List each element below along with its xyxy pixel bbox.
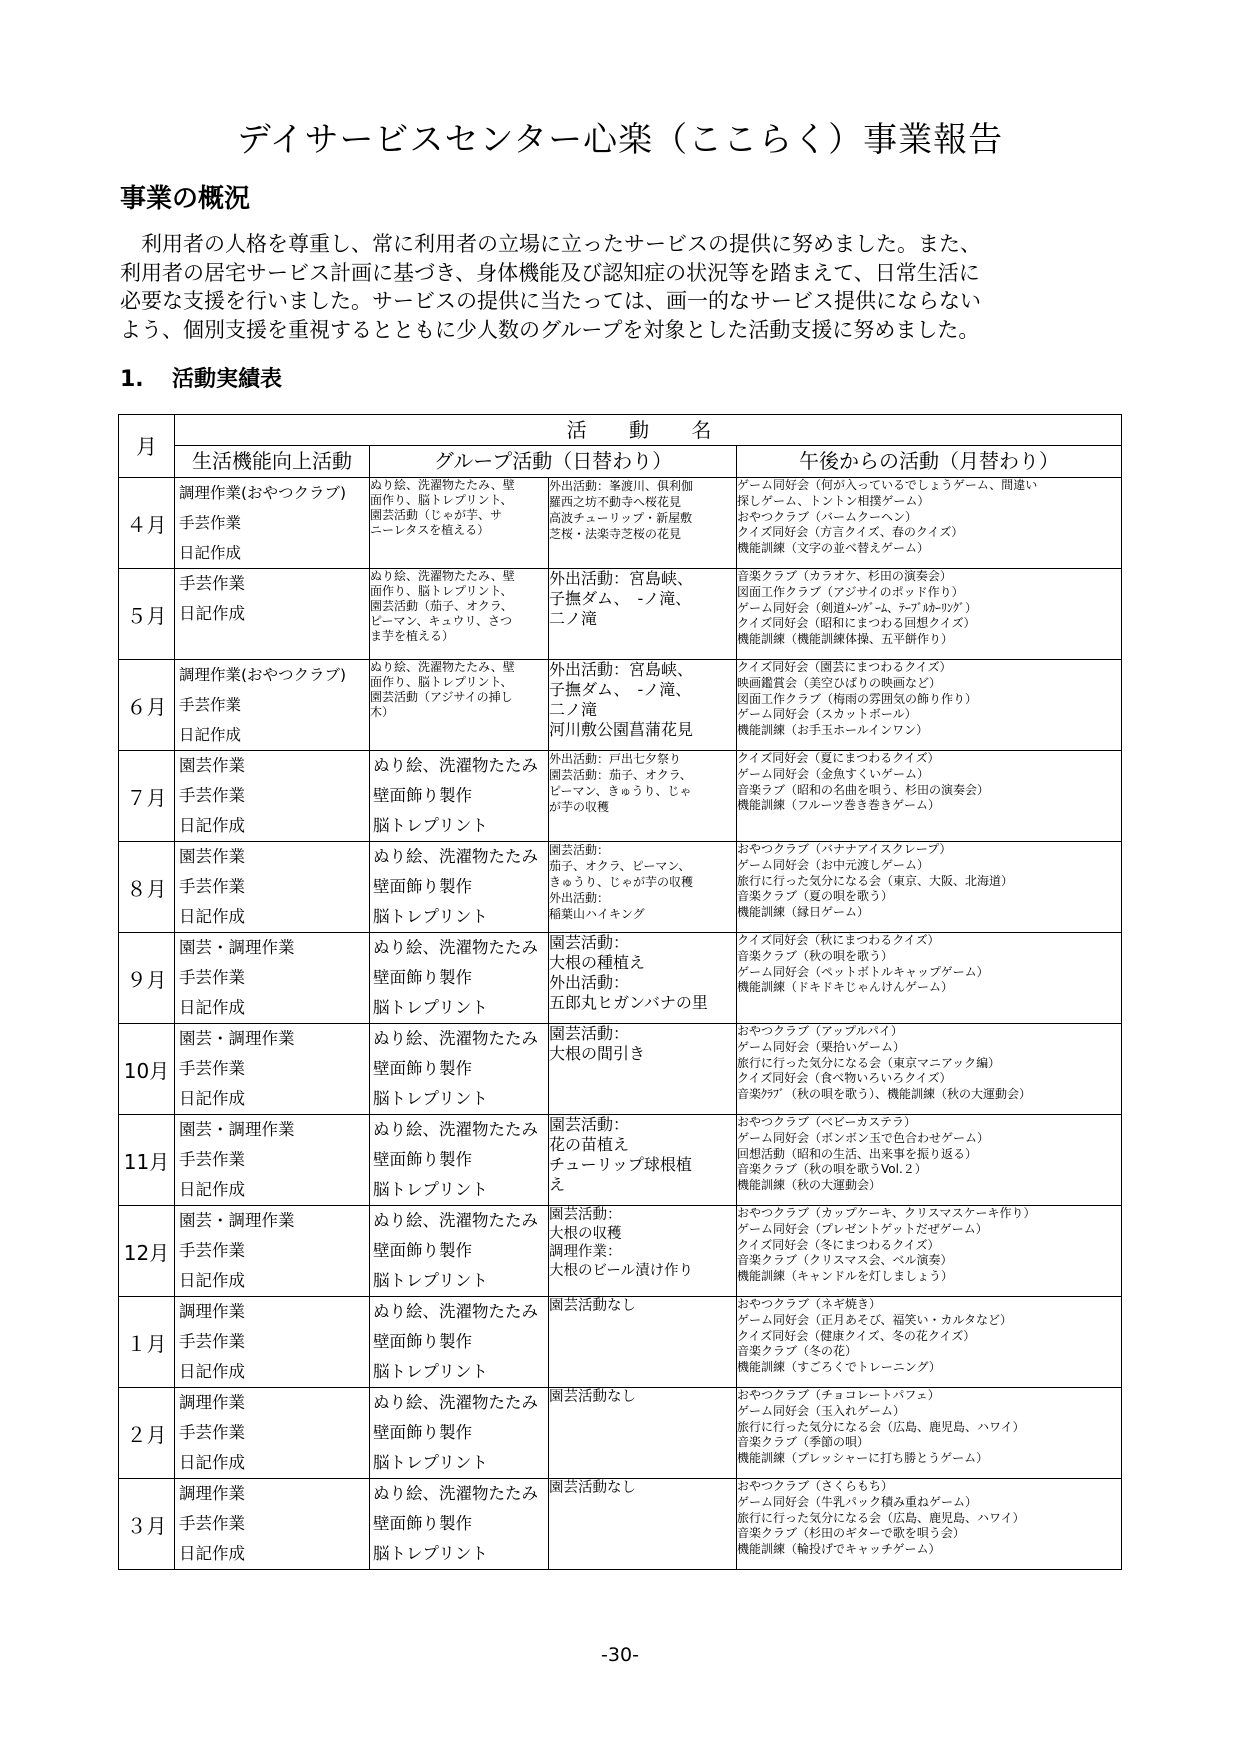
afternoon-activity-item: 旅行に行った気分になる会（広島、鹿児島、ハワイ） — [737, 1419, 1025, 1434]
group-activity-item: 壁面飾り製作 — [373, 1514, 472, 1533]
afternoon-activity-item: 機能訓練（プレッシャーに打ち勝とうゲーム） — [737, 1451, 989, 1466]
outing-activity-item: 子撫ダム、 -ノ滝、 — [549, 680, 692, 699]
outing-activity-item: 五郎丸ヒガンバナの里 — [549, 993, 708, 1012]
group-activity-item: 園芸活動（アジサイの挿し — [370, 690, 513, 704]
outing-activity-item: 外出活動： — [549, 891, 610, 905]
outing-activity-item: 稲葉山ハイキング — [549, 907, 645, 921]
group-activity-item: 面作り、脳トレプリント、 — [370, 584, 513, 598]
month-cell: ３月 — [119, 1479, 175, 1570]
life-activity-item: 調理作業 — [179, 1484, 245, 1503]
afternoon-activity-item: おやつクラブ（ネギ焼き） — [737, 1297, 882, 1311]
group-activity-item: ぬり絵、洗濯物たたみ — [373, 1029, 538, 1048]
month-cell: ４月 — [119, 478, 175, 569]
life-activity-item: 手芸作業 — [179, 968, 245, 987]
afternoon-activity-item: クイズ同好会（方言クイズ、春のクイズ） — [737, 525, 964, 540]
afternoon-activity-item: 音楽ラブ（昭和の名曲を唄う、杉田の演奏会） — [737, 782, 990, 797]
table-row — [119, 1297, 1122, 1388]
life-activity-item: 園芸・調理作業 — [179, 1029, 295, 1048]
afternoon-activity-item: 音楽クラブ（冬の花） — [737, 1344, 858, 1359]
table-row — [119, 660, 1122, 751]
group-activity-item: 脳トレプリント — [373, 907, 488, 926]
afternoon-activity-item: 機能訓練（秋の大運動会） — [737, 1178, 882, 1193]
header-life: 生活機能向上活動 — [175, 446, 370, 478]
outing-activity-item: ピーマン、きゅうり、じゃ — [549, 784, 692, 798]
activity-table — [118, 414, 1122, 1570]
life-activity-item: 園芸・調理作業 — [179, 1120, 295, 1139]
outing-activity-item: 園芸活動： — [549, 933, 630, 952]
afternoon-activity-item: クイズ同好会（昭和にまつわる回想クイズ） — [737, 616, 976, 631]
outing-activity-item: 子撫ダム、 -ノ滝、 — [549, 589, 692, 608]
afternoon-activity-item: 旅行に行った気分になる会（広島、鹿児島、ハワイ） — [737, 1510, 1025, 1525]
life-activity-item: 日記作成 — [179, 1453, 245, 1472]
afternoon-activity-item: 機能訓練（縁日ゲーム） — [737, 905, 870, 920]
life-activity-item: 園芸・調理作業 — [179, 1211, 295, 1230]
month-cell: ９月 — [119, 933, 175, 1024]
life-activity-cell — [175, 1115, 370, 1206]
outing-activity-item: 高波チューリップ・新屋敷 — [549, 511, 693, 525]
outing-activity-item: 羅西之坊不動寺へ桜花見 — [549, 495, 682, 509]
afternoon-activity-item: 図面工作クラブ（梅雨の雰囲気の飾り作り） — [737, 691, 978, 706]
afternoon-activity-item: ゲーム同好会（ペットボトルキャップゲーム） — [737, 964, 989, 979]
life-activity-cell — [175, 842, 370, 933]
afternoon-activity-cell — [737, 1024, 1122, 1115]
outing-activity-item: 芝桜・法楽寺芝桜の花見 — [549, 527, 682, 541]
afternoon-activity-item: 機能訓練（輪投げでキャッチゲーム） — [737, 1542, 941, 1557]
intro-line: 必要な支援を行いました。サービスの提供に当たっては、画一的なサービス提供にならない — [120, 289, 981, 313]
group-activity-item: ぬり絵、洗濯物たたみ — [373, 847, 538, 866]
afternoon-activity-item: ゲーム同好会（ボンボン玉で色合わせゲーム） — [737, 1130, 990, 1145]
group-activity-item: 面作り、脳トレプリント、 — [370, 675, 513, 689]
group-activity-cell — [370, 1388, 549, 1479]
life-activity-item: 調理作業(おやつクラブ) — [179, 666, 347, 684]
month-cell: ８月 — [119, 842, 175, 933]
outing-activity-item: きゅうり、じゃが芋の収穫 — [549, 875, 694, 889]
life-activity-item: 手芸作業 — [179, 877, 245, 896]
afternoon-activity-item: 旅行に行った気分になる会（東京マニアック編） — [737, 1055, 1001, 1070]
life-activity-item: 日記作成 — [179, 1180, 245, 1199]
afternoon-activity-item: 機能訓練（機能訓練体操、五平餅作り） — [737, 632, 954, 647]
group-activity-item: ぬり絵、洗濯物たたみ — [373, 1302, 538, 1321]
outing-activity-item: 園芸活動： — [549, 843, 610, 857]
group-activity-item: ぬり絵、洗濯物たたみ — [373, 938, 538, 957]
intro-line: 利用者の居宅サービス計画に基づき、身体機能及び認知症の状況等を踏まえて、日常生活に — [120, 260, 980, 285]
group-activity-cell — [370, 478, 549, 569]
afternoon-activity-item: クイズ同好会（園芸にまつわるクイズ） — [737, 660, 952, 674]
month-cell: 12月 — [119, 1206, 175, 1297]
intro-line: よう、個別支援を重視するとともに少人数のグループを対象とした活動支援に努めました。 — [120, 317, 980, 342]
group-activity-cell — [370, 1115, 549, 1206]
document-title: デイサービスセンター心楽（ここらく）事業報告 — [236, 120, 1004, 160]
afternoon-activity-item: ゲーム同好会（栗拾いゲーム） — [737, 1039, 906, 1054]
month-cell: ７月 — [119, 751, 175, 842]
outing-activity-item: 外出活動：峯渡川、俱利伽 — [549, 479, 694, 493]
afternoon-activity-item: ゲーム同好会（玉入れゲーム） — [737, 1403, 906, 1418]
afternoon-activity-item: クイズ同好会（健康クイズ、冬の花クイズ） — [737, 1328, 976, 1343]
afternoon-activity-item: 旅行に行った気分になる会（東京、大阪、北海道） — [737, 873, 1014, 888]
month-cell: １月 — [119, 1297, 175, 1388]
life-activity-cell — [175, 1388, 370, 1479]
header-month: 月 — [119, 415, 175, 478]
afternoon-activity-item: 回想活動（昭和の生活、出来事を振り返る） — [737, 1146, 978, 1161]
group-activity-cell — [370, 751, 549, 842]
afternoon-activity-item: ゲーム同好会（プレゼントゲットだぜゲーム） — [737, 1221, 988, 1236]
outing-activity-item: 外出活動：宮島峡、 — [549, 569, 694, 588]
outing-activity-item: 大根のビール漬け作り — [549, 1262, 694, 1279]
group-activity-item: ぬり絵、洗濯物たたみ — [373, 1120, 538, 1139]
afternoon-activity-item: おやつクラブ（ベビーカステラ） — [737, 1115, 917, 1129]
group-activity-item: 園芸活動（茄子、オクラ、 — [370, 599, 513, 613]
afternoon-activity-item: 機能訓練（キャンドルを灯しましょう） — [737, 1269, 954, 1284]
outing-activity-item: 園芸活動： — [549, 1115, 630, 1134]
afternoon-activity-item: クイズ同好会（夏にまつわるクイズ） — [737, 751, 940, 765]
life-activity-item: 日記作成 — [179, 1544, 245, 1563]
life-activity-cell — [175, 478, 370, 569]
outing-activity-item: 外出活動：戸出七夕祭り — [549, 752, 682, 766]
outing-activity-item: 園芸活動なし — [549, 1480, 636, 1496]
heading-text: 活動実績表 — [172, 367, 283, 392]
group-activity-item: 脳トレプリント — [373, 1271, 488, 1290]
group-activity-item: 面作り、脳トレプリント、 — [370, 493, 513, 507]
life-activity-cell — [175, 1479, 370, 1570]
outing-activity-cell — [549, 1297, 737, 1388]
life-activity-item: 日記作成 — [179, 907, 245, 926]
afternoon-activity-cell — [737, 842, 1122, 933]
life-activity-item: 手芸作業 — [179, 1332, 245, 1351]
life-activity-item: 日記作成 — [179, 816, 245, 835]
group-activity-item: 脳トレプリント — [373, 1362, 488, 1381]
afternoon-activity-item: 機能訓練（すごろくでトレーニング） — [737, 1360, 941, 1375]
life-activity-cell — [175, 660, 370, 751]
outing-activity-item: 園芸活動なし — [549, 1298, 636, 1314]
outing-activity-item: え — [549, 1175, 566, 1194]
outing-activity-item: 外出活動：宮島峡、 — [549, 660, 694, 679]
group-activity-item: 壁面飾り製作 — [373, 877, 472, 896]
outing-activity-item: チューリップ球根植 — [549, 1155, 692, 1174]
table-row — [119, 569, 1122, 660]
outing-activity-cell — [549, 1479, 737, 1570]
life-activity-item: 園芸作業 — [179, 756, 245, 775]
group-activity-item: 脳トレプリント — [373, 816, 488, 835]
life-activity-item: 調理作業 — [179, 1302, 245, 1321]
afternoon-activity-item: ゲーム同好会（スカットボール） — [737, 707, 917, 722]
section-heading: 事業の概況 — [120, 184, 251, 214]
life-activity-item: 手芸作業 — [179, 514, 242, 532]
outing-activity-cell — [549, 569, 737, 660]
afternoon-activity-item: 音楽ｸﾗﾌﾞ（秋の唄を歌う）、機能訓練（秋の大運動会） — [737, 1087, 1032, 1102]
afternoon-activity-item: 機能訓練（フルーツ巻き巻きゲーム） — [737, 798, 941, 813]
month-cell: ２月 — [119, 1388, 175, 1479]
group-activity-item: 壁面飾り製作 — [373, 1423, 472, 1442]
life-activity-item: 手芸作業 — [179, 574, 245, 593]
life-activity-cell — [175, 569, 370, 660]
afternoon-activity-item: おやつクラブ（さくらもち） — [737, 1479, 894, 1493]
afternoon-activity-item: クイズ同好会（食べ物いろいろクイズ） — [737, 1071, 952, 1086]
month-cell: 10月 — [119, 1024, 175, 1115]
life-activity-cell — [175, 751, 370, 842]
month-cell: ６月 — [119, 660, 175, 751]
group-activity-item: 壁面飾り製作 — [373, 1150, 472, 1169]
afternoon-activity-cell — [737, 478, 1122, 569]
header-group: グループ活動（日替わり） — [370, 446, 737, 478]
group-activity-cell — [370, 842, 549, 933]
afternoon-activity-item: おやつクラブ（カップケーキ、クリスマスケーキ作り） — [737, 1206, 1036, 1220]
outing-activity-item: 河川敷公園菖蒲花見 — [549, 720, 694, 739]
afternoon-activity-item: ゲーム同好会（剣道ﾒｰﾝｹﾞｰﾑ、ﾃｰﾌﾞﾙｶｰﾘﾝｸﾞ） — [737, 600, 978, 615]
outing-activity-cell — [549, 478, 737, 569]
group-activity-item: 脳トレプリント — [373, 998, 488, 1017]
outing-activity-item: 外出活動： — [549, 973, 630, 992]
outing-activity-cell — [549, 842, 737, 933]
month-cell: ５月 — [119, 569, 175, 660]
outing-activity-item: 大根の収穫 — [549, 1225, 622, 1242]
afternoon-activity-item: ゲーム同好会（お中元渡しゲーム） — [737, 857, 930, 872]
table-row — [119, 1206, 1122, 1297]
intro-paragraph — [120, 230, 1120, 344]
group-activity-cell — [370, 660, 549, 751]
life-activity-item: 調理作業(おやつクラブ) — [179, 484, 347, 502]
afternoon-activity-item: 音楽クラブ（夏の唄を歌う） — [737, 889, 894, 904]
group-activity-cell — [370, 569, 549, 660]
group-activity-item: 壁面飾り製作 — [373, 968, 472, 987]
afternoon-activity-item: ゲーム同好会（正月あそび、福笑い・カルタなど） — [737, 1312, 1013, 1327]
group-activity-item: ま芋を植える） — [370, 629, 455, 643]
outing-activity-cell — [549, 751, 737, 842]
outing-activity-item: 二ノ滝 — [549, 609, 598, 628]
life-activity-cell — [175, 1206, 370, 1297]
table-row — [119, 751, 1122, 842]
life-activity-item: 日記作成 — [179, 726, 242, 744]
life-activity-item: 手芸作業 — [179, 1150, 245, 1169]
life-activity-item: 園芸作業 — [179, 847, 245, 866]
afternoon-activity-item: 音楽クラブ（秋の唄を歌う） — [737, 948, 894, 963]
intro-line: 利用者の人格を尊重し、常に利用者の立場に立ったサービスの提供に努めました。また、 — [120, 232, 981, 256]
afternoon-activity-item: おやつクラブ（チョコレートパフェ） — [737, 1388, 940, 1402]
afternoon-activity-item: 音楽クラブ（季節の唄） — [737, 1435, 870, 1450]
afternoon-activity-item: 機能訓練（お手玉ホールインワン） — [737, 723, 929, 738]
group-activity-item: 脳トレプリント — [373, 1453, 488, 1472]
group-activity-cell — [370, 1024, 549, 1115]
afternoon-activity-item: クイズ同好会（冬にまつわるクイズ） — [737, 1237, 940, 1252]
afternoon-activity-item: 図面工作クラブ（アジサイのポッド作り） — [737, 584, 964, 599]
life-activity-item: 手芸作業 — [179, 696, 242, 714]
group-activity-item: 脳トレプリント — [373, 1089, 488, 1108]
group-activity-item: ぬり絵、洗濯物たたみ、壁 — [370, 478, 515, 492]
group-activity-item: ニーレタスを植える） — [370, 523, 490, 537]
table-row — [119, 1388, 1122, 1479]
outing-activity-cell — [549, 1388, 737, 1479]
life-activity-item: 手芸作業 — [179, 1423, 245, 1442]
life-activity-item: 日記作成 — [179, 1089, 245, 1108]
life-activity-item: 手芸作業 — [179, 1514, 245, 1533]
page-number: -30- — [601, 1644, 639, 1666]
afternoon-activity-item: 音楽クラブ（クリスマス会、ベル演奏） — [737, 1253, 953, 1268]
afternoon-activity-item: ゲーム同好会（牛乳パック積み重ねゲーム） — [737, 1494, 978, 1509]
outing-activity-item: 園芸活動： — [549, 1024, 630, 1043]
group-activity-item: 園芸活動（じゃが芋、サ — [370, 508, 503, 522]
afternoon-activity-item: 音楽クラブ（杉田のギターで歌を唄う会） — [737, 1526, 965, 1541]
life-activity-cell — [175, 1024, 370, 1115]
table-row — [119, 1479, 1122, 1570]
afternoon-activity-item: 機能訓練（文字の並べ替えゲーム） — [737, 541, 930, 556]
group-activity-item: ぬり絵、洗濯物たたみ — [373, 1393, 538, 1412]
outing-activity-item: 大根の間引き — [549, 1044, 646, 1063]
group-activity-item: 壁面飾り製作 — [373, 1059, 472, 1078]
afternoon-activity-item: ゲーム同好会（金魚すくいゲーム） — [737, 766, 930, 781]
life-activity-item: 日記作成 — [179, 1271, 245, 1290]
group-activity-item: ぬり絵、洗濯物たたみ — [373, 1211, 538, 1230]
afternoon-activity-item: おやつクラブ（アップルパイ） — [737, 1024, 903, 1038]
group-activity-item: 木） — [370, 705, 395, 719]
group-activity-cell — [370, 1206, 549, 1297]
outing-activity-item: 二ノ滝 — [549, 700, 598, 719]
life-activity-item: 園芸・調理作業 — [179, 938, 295, 957]
afternoon-activity-item: 音楽クラブ（カラオケ、杉田の演奏会） — [737, 569, 952, 583]
group-activity-item: ピーマン、キュウリ、さつ — [370, 614, 512, 628]
afternoon-activity-item: 音楽クラブ（秋の唄を歌うVol.２） — [737, 1162, 927, 1177]
life-activity-cell — [175, 933, 370, 1024]
group-activity-item: 脳トレプリント — [373, 1180, 488, 1199]
life-activity-item: 手芸作業 — [179, 1241, 245, 1260]
table-row — [119, 1024, 1122, 1115]
afternoon-activity-item: 映画鑑賞会（美空ひばりの映画など） — [737, 675, 942, 690]
table-row — [119, 842, 1122, 933]
afternoon-activity-cell — [737, 1206, 1122, 1297]
afternoon-activity-item: クイズ同好会（秋にまつわるクイズ） — [737, 933, 940, 947]
afternoon-activity-cell — [737, 1479, 1122, 1570]
afternoon-activity-cell — [737, 660, 1122, 751]
outing-activity-item: 園芸活動：茄子、オクラ、 — [549, 768, 692, 782]
outing-activity-item: 花の苗植え — [549, 1135, 630, 1154]
life-activity-item: 手芸作業 — [179, 1059, 245, 1078]
group-activity-item: 脳トレプリント — [373, 1544, 488, 1563]
group-activity-item: 壁面飾り製作 — [373, 786, 472, 805]
group-activity-item: 壁面飾り製作 — [373, 1332, 472, 1351]
outing-activity-item: が芋の収穫 — [549, 800, 610, 814]
life-activity-item: 日記作成 — [179, 604, 245, 623]
outing-activity-item: 茄子、オクラ、ピーマン、 — [549, 859, 691, 873]
afternoon-activity-cell — [737, 1115, 1122, 1206]
table-row — [119, 933, 1122, 1024]
activity-table-heading — [120, 362, 282, 393]
outing-activity-cell — [549, 1115, 737, 1206]
group-activity-item: 壁面飾り製作 — [373, 1241, 472, 1260]
outing-activity-cell — [549, 933, 737, 1024]
month-cell: 11月 — [119, 1115, 175, 1206]
outing-activity-cell — [549, 1206, 737, 1297]
life-activity-item: 調理作業 — [179, 1393, 245, 1412]
outing-activity-cell — [549, 1024, 737, 1115]
life-activity-item: 日記作成 — [179, 1362, 245, 1381]
table-row — [119, 1115, 1122, 1206]
group-activity-cell — [370, 1297, 549, 1388]
outing-activity-item: 大根の種植え — [549, 953, 646, 972]
afternoon-activity-item: 機能訓練（ドキドキじゃんけんゲーム） — [737, 980, 954, 995]
header-afternoon: 午後からの活動（月替わり） — [737, 446, 1122, 478]
outing-activity-item: 調理作業： — [549, 1244, 622, 1260]
afternoon-activity-cell — [737, 1388, 1122, 1479]
group-activity-cell — [370, 933, 549, 1024]
group-activity-item: ぬり絵、洗濯物たたみ — [373, 756, 538, 775]
life-activity-item: 日記作成 — [179, 544, 242, 562]
afternoon-activity-item: おやつクラブ（バナナアイスクレープ） — [737, 842, 952, 856]
header-activity: 活 動 名 — [175, 415, 1122, 446]
life-activity-item: 手芸作業 — [179, 786, 245, 805]
life-activity-item: 日記作成 — [179, 998, 245, 1017]
afternoon-activity-item: ゲーム同好会（何が入っているでしょうゲーム、間違い — [737, 478, 1038, 492]
heading-number: 1. — [120, 367, 144, 392]
group-activity-item: ぬり絵、洗濯物たたみ、壁 — [370, 569, 515, 583]
outing-activity-cell — [549, 660, 737, 751]
afternoon-activity-cell — [737, 1297, 1122, 1388]
group-activity-item: ぬり絵、洗濯物たたみ — [373, 1484, 538, 1503]
afternoon-activity-cell — [737, 751, 1122, 842]
outing-activity-item: 園芸活動なし — [549, 1389, 636, 1405]
afternoon-activity-cell — [737, 569, 1122, 660]
afternoon-activity-item: おやつクラブ（バームクーヘン） — [737, 509, 918, 524]
outing-activity-item: 園芸活動： — [549, 1207, 622, 1223]
life-activity-cell — [175, 1297, 370, 1388]
group-activity-cell — [370, 1479, 549, 1570]
afternoon-activity-item: 探しゲーム、トントン相撲ゲーム） — [737, 493, 930, 508]
table-row — [119, 478, 1122, 569]
group-activity-item: ぬり絵、洗濯物たたみ、壁 — [370, 660, 515, 674]
afternoon-activity-cell — [737, 933, 1122, 1024]
